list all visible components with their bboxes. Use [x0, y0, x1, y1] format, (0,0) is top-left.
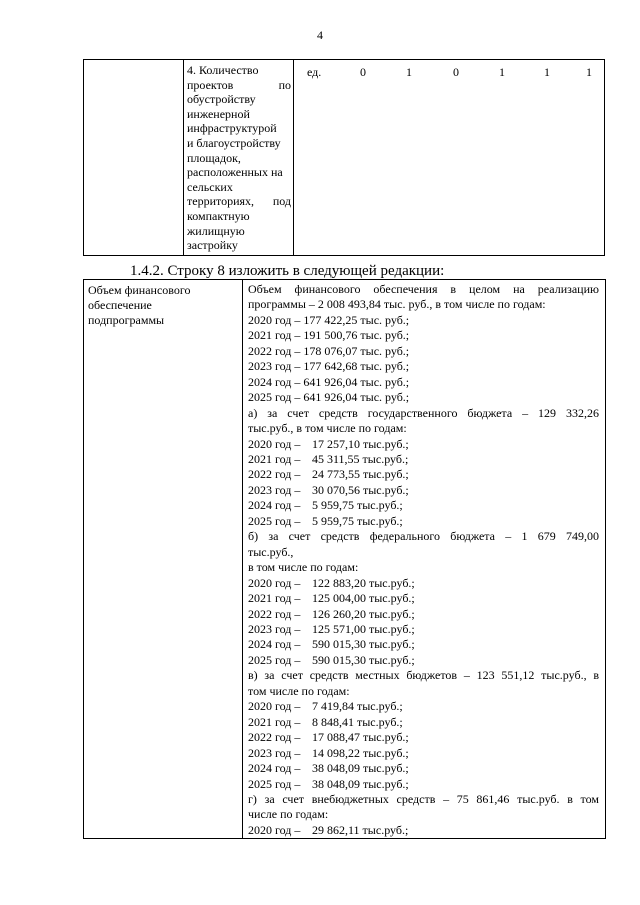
label-line: подпрограммы [88, 313, 165, 327]
indicator-line: проектов по [187, 77, 291, 92]
page-number: 4 [317, 28, 323, 42]
intro-line: Объем финансового обеспечения в целом на реализацию [248, 282, 599, 296]
amount: 590 015,30 тыс.руб.; [312, 652, 415, 667]
year-label: 2023 год – [248, 621, 301, 636]
year-label: 2021 год – [248, 451, 301, 466]
year-label: 2024 год – [248, 498, 301, 513]
label-line: обеспечение [88, 298, 152, 312]
value-2024: 1 [544, 65, 550, 79]
total-year-line: 2020 год – 177 422,25 тыс. руб.; [248, 312, 410, 327]
total-year-line: 2025 год – 641 926,04 тыс. руб.; [248, 390, 410, 405]
table-row [84, 280, 606, 839]
federal-budget-heading: б) за счет средств федерального бюджета – 1 679 749,00 [248, 529, 599, 544]
indicator-line: расположенных на [187, 165, 283, 180]
extrabudget-heading: г) за счет внебюджетных средств – 75 861,46 тыс.руб. в том [248, 791, 599, 806]
year-label: 2024 год – [248, 761, 301, 776]
year-label: 2025 год – [248, 652, 301, 667]
federal-year-line [248, 591, 599, 606]
state-year-line [248, 437, 599, 452]
federal-budget-heading: тыс.руб., [248, 544, 294, 559]
total-year-line: 2023 год – 177 642,68 тыс. руб.; [248, 359, 410, 374]
local-year-line [248, 761, 599, 776]
state-year-line [248, 498, 599, 513]
section-heading: 1.4.2. Строку 8 изложить в следующей редакции: [130, 263, 445, 279]
amount: 24 773,55 тыс.руб.; [312, 467, 409, 482]
year-label: 2020 год – [248, 822, 301, 837]
federal-year-line [248, 622, 599, 637]
funding-content-cell [243, 280, 606, 839]
indicator-line: застройку [187, 238, 238, 253]
indicator-name-cell [184, 60, 294, 256]
indicator-line: компактную [187, 208, 250, 223]
state-year-line [248, 467, 599, 482]
funding-label-cell [84, 280, 243, 839]
value-2022: 0 [453, 65, 459, 79]
empty-cell [84, 60, 184, 256]
federal-budget-heading: в том числе по годам: [248, 560, 359, 575]
amount: 14 098,22 тыс.руб.; [312, 745, 409, 760]
year-label: 2020 год – [248, 699, 301, 714]
year-label: 2024 год – [248, 637, 301, 652]
year-label: 2021 год – [248, 591, 301, 606]
local-year-line [248, 715, 599, 730]
indicator-line: инженерной [187, 106, 250, 121]
local-year-line [248, 699, 599, 714]
federal-year-line [248, 637, 599, 652]
federal-year-line [248, 576, 599, 591]
indicator-line: и благоустройству [187, 135, 281, 150]
amount: 17 257,10 тыс.руб.; [312, 436, 409, 451]
year-label: 2021 год – [248, 714, 301, 729]
year-label: 2025 год – [248, 776, 301, 791]
amount: 45 311,55 тыс.руб.; [312, 451, 409, 466]
unit-label: ед. [307, 65, 322, 79]
amount: 5 959,75 тыс.руб.; [312, 498, 403, 513]
federal-year-line [248, 607, 599, 622]
funding-table [83, 279, 606, 839]
year-label: 2023 год – [248, 482, 301, 497]
indicator-line: инфраструктурой [187, 121, 277, 136]
indicator-line: сельских [187, 179, 233, 194]
local-year-line [248, 746, 599, 761]
amount: 38 048,09 тыс.руб.; [312, 776, 409, 791]
value-2025: 1 [586, 65, 592, 79]
total-year-line: 2022 год – 178 076,07 тыс. руб.; [248, 343, 410, 358]
value-2020: 0 [360, 65, 366, 79]
amount: 125 004,00 тыс.руб.; [312, 591, 415, 606]
value-2023: 1 [499, 65, 505, 79]
local-year-line [248, 730, 599, 745]
indicator-line: территориях, под [187, 194, 291, 209]
total-year-line: 2024 год – 641 926,04 тыс. руб.; [248, 374, 410, 389]
amount: 590 015,30 тыс.руб.; [312, 637, 415, 652]
amount: 125 571,00 тыс.руб.; [312, 621, 415, 636]
indicator-line: жилищную [187, 223, 245, 238]
amount: 17 088,47 тыс.руб.; [312, 730, 409, 745]
label-line: Объем финансового [88, 283, 191, 297]
indicator-line: 4. Количество [187, 63, 259, 77]
amount: 126 260,20 тыс.руб.; [312, 606, 415, 621]
amount: 38 048,09 тыс.руб.; [312, 761, 409, 776]
year-label: 2020 год – [248, 436, 301, 451]
value-2021: 1 [406, 65, 412, 79]
federal-year-line [248, 653, 599, 668]
indicator-table [83, 59, 605, 256]
year-label: 2025 год – [248, 513, 301, 528]
extrabudget-year-line [248, 823, 599, 838]
year-label: 2020 год – [248, 575, 301, 590]
state-year-line [248, 514, 599, 529]
state-year-line [248, 452, 599, 467]
amount: 5 959,75 тыс.руб.; [312, 513, 403, 528]
amount: 7 419,84 тыс.руб.; [312, 699, 403, 714]
indicator-line: площадок, [187, 150, 241, 165]
year-label: 2023 год – [248, 745, 301, 760]
amount: 30 070,56 тыс.руб.; [312, 482, 409, 497]
indicator-values-cell [294, 60, 605, 256]
intro-line: программы – 2 008 493,84 тыс. руб., в том числе по годам: [248, 297, 546, 312]
indicator-line: обустройству [187, 92, 256, 107]
amount: 8 848,41 тыс.руб.; [312, 714, 403, 729]
state-budget-heading: тыс.руб., в том числе по годам: [248, 421, 407, 436]
local-budget-heading: в) за счет средств местных бюджетов – 123 551,12 тыс.руб., в [248, 668, 599, 683]
local-budget-heading: том числе по годам: [248, 683, 350, 698]
table-row [84, 60, 605, 256]
total-year-line: 2021 год – 191 500,76 тыс. руб.; [248, 328, 410, 343]
amount: 122 883,20 тыс.руб.; [312, 575, 415, 590]
extrabudget-heading: числе по годам: [248, 807, 329, 822]
amount: 29 862,11 тыс.руб.; [312, 822, 409, 837]
year-label: 2022 год – [248, 606, 301, 621]
year-label: 2022 год – [248, 467, 301, 482]
state-year-line [248, 483, 599, 498]
year-label: 2022 год – [248, 730, 301, 745]
local-year-line [248, 777, 599, 792]
state-budget-heading: а) за счет средств государственного бюджета – 129 332,26 [248, 405, 599, 420]
